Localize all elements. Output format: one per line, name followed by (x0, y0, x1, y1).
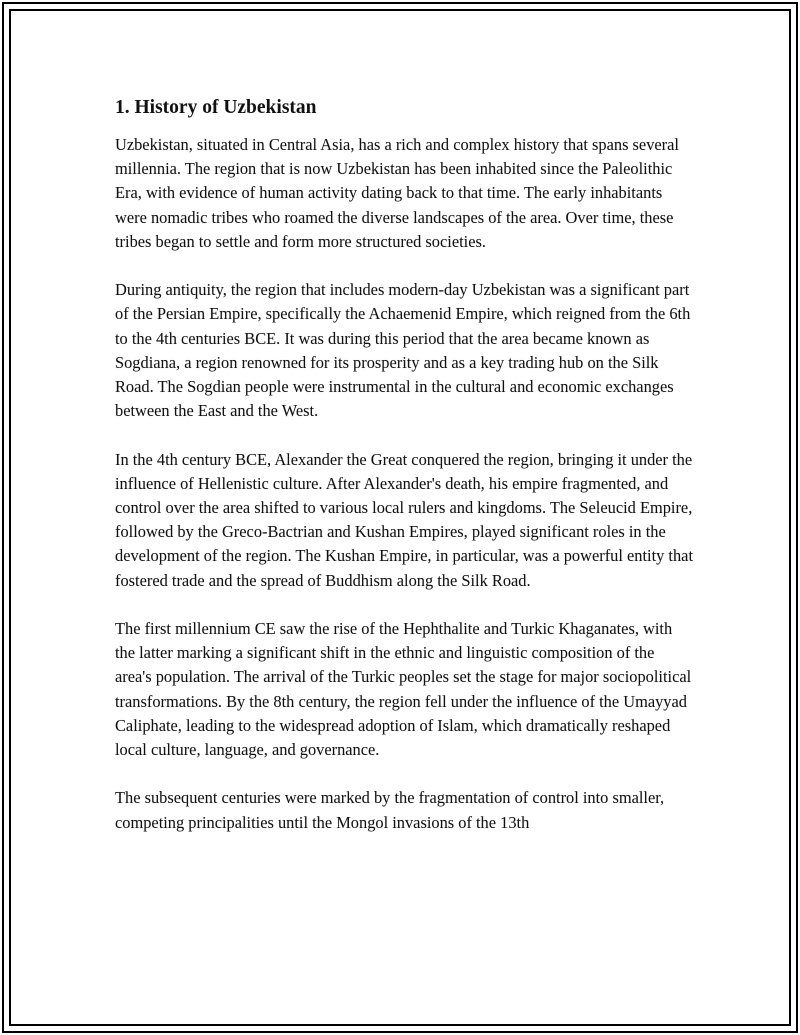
paragraph-4: The first millennium CE saw the rise of the Hephthalite and Turkic Khaganates, with the latter marking a significant shift in the ethnic and linguistic composition of the area's population. The arrival of the Turkic peoples set the stage for major sociopolitical transformations. By the 8th century, the region fell under the influence of the Umayyad Caliphate, leading to the widespread adoption of Islam, which dramatically reshaped local culture, language, and governance. (115, 619, 692, 760)
paragraph-2: During antiquity, the region that includes modern-day Uzbekistan was a significant part of the Persian Empire, specifically the Achaemenid Empire, which reigned from the 6th to the 4th centuries BCE. It was during this period that the area became known as Sogdiana, a region renowned for its prosperity and as a key trading hub on the Silk Road. The Sogdian people were instrumental in the cultural and economic exchanges between the East and the West. (115, 280, 691, 421)
paragraph-5: The subsequent centuries were marked by the fragmentation of control into smaller, competing principalities until the Mongol invasions of the 13th (115, 788, 665, 832)
document-body (115, 94, 695, 859)
paragraph-1: Uzbekistan, situated in Central Asia, has a rich and complex history that spans several millennia. The region that is now Uzbekistan has been inhabited since the Paleolithic Era, with evidence of human activity dating back to that time. The early inhabitants were nomadic tribes who roamed the diverse landscapes of the area. Over time, these tribes began to settle and form more structured societies. (115, 135, 679, 251)
paragraph-3: In the 4th century BCE, Alexander the Great conquered the region, bringing it under the influence of Hellenistic culture. After Alexander's death, his empire fragmented, and control over the area shifted to various local rulers and kingdoms. The Seleucid Empire, followed by the Greco-Bactrian and Kushan Empires, played significant roles in the development of the region. The Kushan Empire, in particular, was a powerful entity that fostered trade and the spread of Buddhism along the Silk Road. (115, 449, 694, 590)
section-heading: 1. History of Uzbekistan (115, 97, 317, 118)
document-page (2, 2, 798, 1033)
